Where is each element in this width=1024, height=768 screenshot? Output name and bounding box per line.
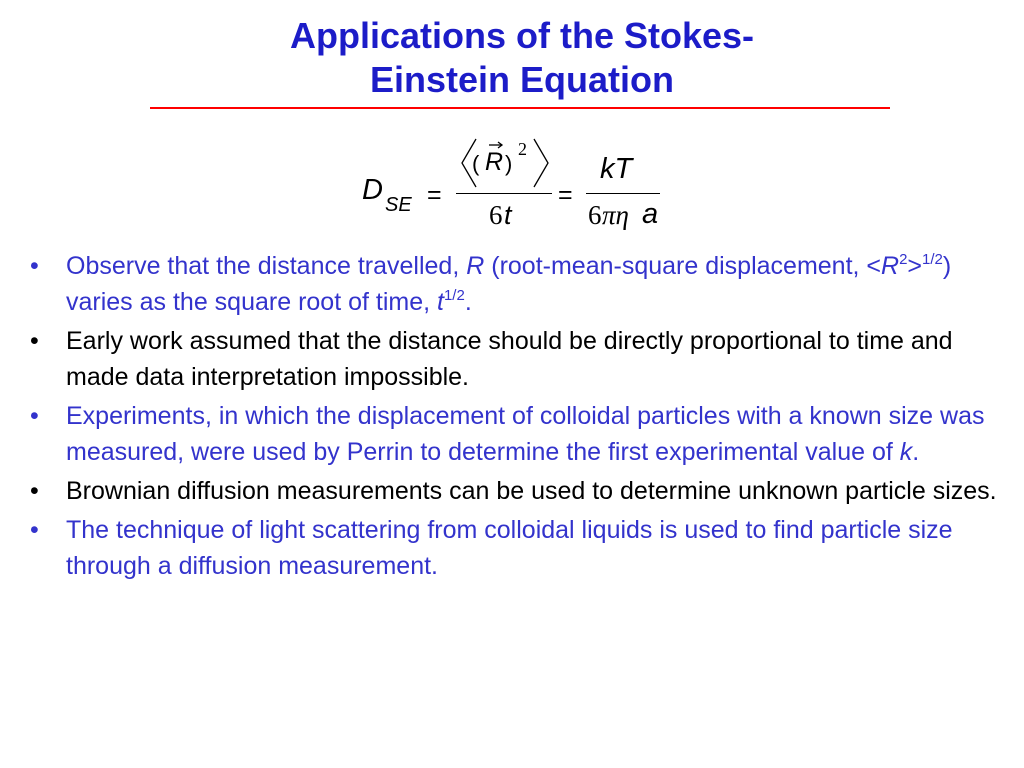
eq-six-2: 6 [588, 200, 602, 230]
eq-power-two: 2 [518, 139, 527, 159]
eq-r-vector: R [485, 148, 504, 176]
bullet-text: Brownian diffusion measurements can be used to determine unknown particle sizes. [66, 477, 997, 505]
eq-fraction-bar-2 [586, 193, 660, 194]
bullet-text-part: . [912, 438, 920, 466]
bullet-italic-k: k [899, 438, 913, 466]
eq-pi-eta: πη [602, 200, 629, 230]
bullet-italic-r: R [881, 252, 900, 280]
bullet-text-part: (root-mean-square displacement, < [484, 252, 882, 280]
vector-arrow-icon [488, 140, 504, 150]
eq-se-subscript: SE [385, 194, 412, 216]
bullet-item [30, 512, 1010, 584]
eq-d-symbol: D [362, 174, 383, 206]
eq-close-paren: ) [505, 151, 513, 176]
bullet-text-part: . [464, 288, 472, 316]
bullet-superscript: 2 [899, 251, 908, 268]
bullet-marker: • [30, 402, 39, 430]
bullet-italic-t: t [437, 288, 444, 316]
bullet-text: Early work assumed that the distance should be directly proportional to time and made data interpretation impossible. [66, 327, 953, 391]
bullet-item [30, 473, 1010, 509]
bullet-marker: • [30, 477, 39, 505]
eq-a-var: a [642, 198, 659, 230]
title-underline [150, 107, 890, 109]
bullet-text-part: > [907, 252, 923, 280]
eq-kt: kT [600, 153, 633, 185]
bullet-text: The technique of light scattering from colloidal liquids is used to find particle size through a diffusion measurement. [66, 516, 953, 580]
bullet-marker: • [30, 252, 39, 280]
bullet-text-part: Observe that the distance travelled, [66, 252, 467, 280]
eq-t-var: t [504, 200, 512, 230]
eq-equals-2: = [558, 181, 573, 209]
eq-six-1: 6 [489, 200, 503, 230]
bullet-superscript: 1/2 [922, 251, 943, 268]
eq-open-paren: ( [472, 151, 480, 176]
bullet-list [30, 248, 1010, 587]
bullet-text-part: ) varies as the square root of time, [66, 252, 952, 316]
title-line-2: Einstein Equation [369, 59, 674, 100]
bullet-item [30, 248, 1010, 320]
bullet-text-part: Experiments, in which the displacement of colloidal particles with a known size was measured, were used by Perrin to determine the first experimental value of [66, 402, 985, 466]
eq-equals-1: = [427, 181, 442, 209]
bullet-italic-r: R [466, 252, 485, 280]
slide-title [0, 14, 1024, 102]
bullet-superscript: 1/2 [443, 287, 465, 304]
bullet-item [30, 323, 1010, 395]
bullet-marker: • [30, 327, 39, 355]
bullet-marker: • [30, 516, 39, 544]
title-line-1: Applications of the Stokes- [289, 15, 755, 56]
bullet-item [30, 398, 1010, 470]
eq-fraction-bar-1 [456, 193, 552, 194]
